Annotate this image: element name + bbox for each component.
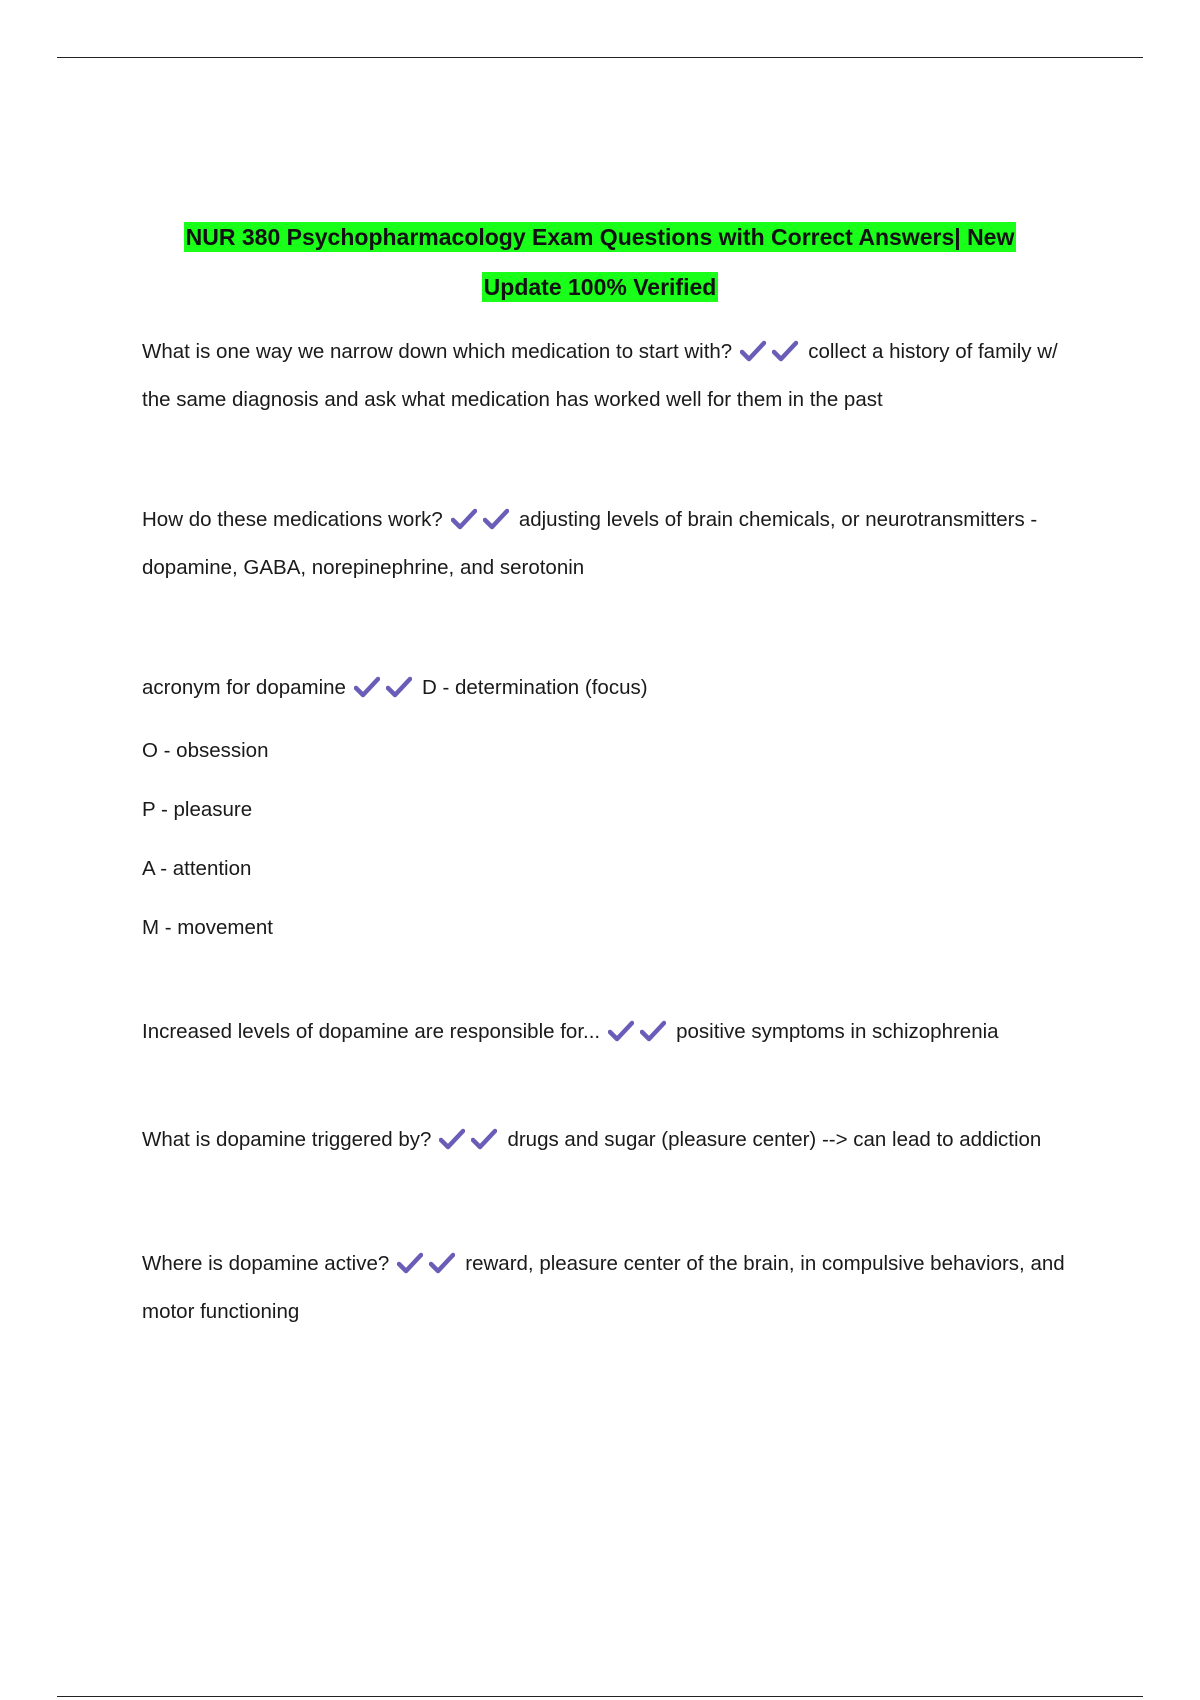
answer-text: collect a history of family w/ the same diagnosis and ask what medication has worked well for them in the past [142,340,1058,411]
bottom-rule [57,1696,1143,1697]
question-text: What is dopamine triggered by? [142,1128,432,1151]
title-line-1: NUR 380 Psychopharmacology Exam Questions with Correct Answers| New [185,224,1015,250]
acronym-line: M - movement [142,916,273,939]
qa-item [142,498,1072,590]
double-checkmark-icon [740,334,804,378]
answer-text: adjusting levels of brain chemicals, or neurotransmitters - dopamine, GABA, norepinephrine, and serotonin [142,508,1038,579]
qa-item [142,1010,1072,1058]
double-checkmark-icon [397,1246,461,1290]
qa-item [142,330,1072,422]
qa-list [142,330,1072,1334]
acronym-line: A - attention [142,857,252,880]
double-checkmark-icon [608,1014,672,1058]
top-rule [57,57,1143,58]
answer-text: reward, pleasure center of the brain, in compulsive behaviors, and motor functioning [142,1252,1065,1323]
answer-text: drugs and sugar (pleasure center) --> can lead to addiction [507,1128,1042,1151]
question-text: What is one way we narrow down which medication to start with? [142,340,733,363]
title-line-2: Update 100% Verified [483,274,717,300]
question-text: Increased levels of dopamine are responsible for... [142,1020,601,1043]
qa-item [142,1242,1072,1334]
question-text: acronym for dopamine [142,676,346,699]
double-checkmark-icon [451,502,515,546]
qa-item [142,1118,1072,1166]
answer-text: D - determination (focus) [421,676,648,699]
question-text: How do these medications work? [142,508,443,531]
double-checkmark-icon [354,670,418,714]
question-text: Where is dopamine active? [142,1252,390,1275]
document-title [130,212,1070,312]
acronym-line: O - obsession [142,739,269,762]
qa-item [142,666,1072,714]
answer-text: positive symptoms in schizophrenia [676,1020,999,1043]
double-checkmark-icon [439,1122,503,1166]
acronym-line: P - pleasure [142,798,253,821]
